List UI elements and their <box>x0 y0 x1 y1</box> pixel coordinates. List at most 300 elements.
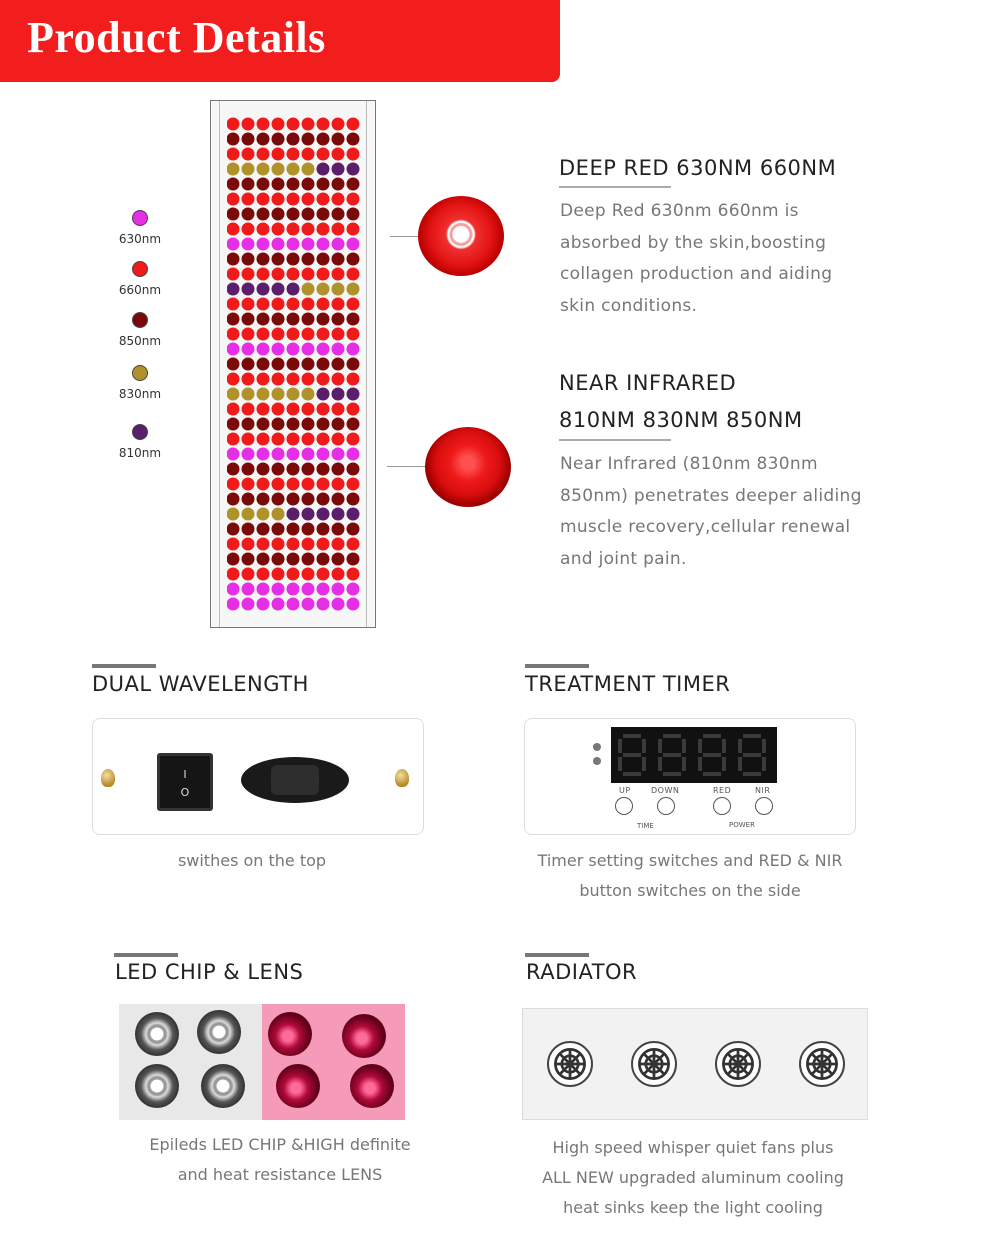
led-dot <box>317 133 330 146</box>
led-dot <box>242 163 255 176</box>
led-dot <box>227 208 240 221</box>
led-dot <box>257 433 270 446</box>
led-dot <box>227 373 240 386</box>
led-dot <box>257 268 270 281</box>
led-dot <box>242 478 255 491</box>
led-dot <box>242 463 255 476</box>
led-dot <box>242 418 255 431</box>
led-dot <box>242 118 255 131</box>
led-dot <box>257 418 270 431</box>
led-dot <box>227 133 240 146</box>
led-dot <box>272 553 285 566</box>
led-dot <box>302 208 315 221</box>
led-dot <box>272 598 285 611</box>
led-dot <box>257 583 270 596</box>
led-dot <box>332 403 345 416</box>
led-dot <box>272 193 285 206</box>
led-dot <box>317 163 330 176</box>
led-dot <box>317 403 330 416</box>
led-dot <box>317 523 330 536</box>
led-dot <box>287 133 300 146</box>
led-dot <box>242 283 255 296</box>
led-dot <box>347 463 360 476</box>
led-dot <box>302 328 315 341</box>
led-dot <box>272 568 285 581</box>
led-dot <box>302 163 315 176</box>
led-dot <box>302 463 315 476</box>
led-dot <box>332 553 345 566</box>
led-dot <box>242 268 255 281</box>
led-dot <box>347 358 360 371</box>
caption-line: Epileds LED CHIP &HIGH definite <box>149 1135 411 1154</box>
led-dot <box>287 403 300 416</box>
led-dot <box>317 478 330 491</box>
dual-wavelength-heading: DUAL WAVELENGTH <box>92 672 309 696</box>
led-chip-photo <box>119 1004 262 1120</box>
led-dot <box>347 388 360 401</box>
led-dot <box>302 388 315 401</box>
led-chip-heading: LED CHIP & LENS <box>115 960 304 984</box>
led-dot <box>272 298 285 311</box>
led-dot <box>347 253 360 266</box>
led-dot <box>332 358 345 371</box>
led-dot <box>242 178 255 191</box>
led-dot <box>242 313 255 326</box>
fan-icon <box>715 1041 761 1087</box>
legend-dot-810-icon <box>132 424 148 440</box>
led-dot <box>302 403 315 416</box>
led-dot <box>347 208 360 221</box>
led-dot <box>317 598 330 611</box>
led-dot <box>302 283 315 296</box>
led-dot <box>272 478 285 491</box>
switch-on-label: I <box>183 768 187 781</box>
treatment-timer-heading: TREATMENT TIMER <box>525 672 731 696</box>
led-dot <box>272 523 285 536</box>
led-dot <box>302 433 315 446</box>
led-dot <box>347 433 360 446</box>
led-dot <box>317 148 330 161</box>
power-socket-icon <box>241 757 349 803</box>
led-dot <box>272 418 285 431</box>
led-dot <box>302 343 315 356</box>
led-dot <box>347 553 360 566</box>
led-dot <box>347 478 360 491</box>
led-dot <box>272 538 285 551</box>
led-dot <box>332 193 345 206</box>
lens-icon <box>342 1014 386 1058</box>
btn-label-red: RED <box>713 786 732 795</box>
led-dot <box>287 388 300 401</box>
led-dot <box>257 538 270 551</box>
led-dot <box>347 133 360 146</box>
led-dot <box>347 568 360 581</box>
led-dot <box>332 433 345 446</box>
led-dot <box>257 148 270 161</box>
section-bar <box>525 664 589 668</box>
led-dot <box>347 523 360 536</box>
led-dot <box>287 448 300 461</box>
led-dot <box>302 133 315 146</box>
led-dot <box>227 163 240 176</box>
led-dot <box>287 208 300 221</box>
led-dot <box>257 283 270 296</box>
led-dot <box>317 538 330 551</box>
led-dot <box>332 223 345 236</box>
led-dot <box>257 208 270 221</box>
led-dot <box>272 268 285 281</box>
led-dot <box>227 508 240 521</box>
led-dot <box>317 178 330 191</box>
led-dot <box>242 343 255 356</box>
led-dot <box>242 373 255 386</box>
legend-item-660 <box>112 261 168 297</box>
led-dot <box>287 598 300 611</box>
led-dot <box>227 598 240 611</box>
led-dot <box>242 238 255 251</box>
led-dot <box>242 508 255 521</box>
led-dot <box>332 478 345 491</box>
led-dot <box>227 298 240 311</box>
led-dot <box>302 313 315 326</box>
led-dot <box>317 238 330 251</box>
led-dot <box>317 268 330 281</box>
led-dot <box>257 493 270 506</box>
led-dot <box>227 358 240 371</box>
led-dot <box>347 403 360 416</box>
led-dot <box>332 343 345 356</box>
down-button-icon <box>657 797 675 815</box>
led-dot <box>242 403 255 416</box>
led-dot <box>227 403 240 416</box>
legend-item-830 <box>112 365 168 401</box>
led-dot <box>347 283 360 296</box>
led-dot <box>272 433 285 446</box>
led-dot <box>242 493 255 506</box>
header-banner <box>0 0 560 82</box>
led-dot <box>257 478 270 491</box>
led-dot <box>302 238 315 251</box>
legend-dot-660-icon <box>132 261 148 277</box>
led-dot <box>317 313 330 326</box>
led-dot <box>257 193 270 206</box>
led-dot <box>287 178 300 191</box>
led-dot <box>287 253 300 266</box>
led-dot <box>227 583 240 596</box>
led-dot <box>317 253 330 266</box>
indicator-icon <box>593 757 601 765</box>
led-dot <box>227 253 240 266</box>
socket-pins <box>271 765 319 795</box>
led-dot <box>272 283 285 296</box>
led-dot <box>272 148 285 161</box>
near-infrared-bulb-image <box>425 427 511 507</box>
led-dot <box>272 373 285 386</box>
led-dot <box>227 283 240 296</box>
near-infrared-heading-line2: 810NM 830NM 850NM <box>559 408 803 432</box>
led-dot <box>257 598 270 611</box>
led-dot <box>272 163 285 176</box>
btn-label-down: DOWN <box>651 786 680 795</box>
led-dot <box>302 478 315 491</box>
led-dot <box>227 268 240 281</box>
led-dot <box>227 343 240 356</box>
led-dot <box>272 208 285 221</box>
radiator-caption <box>510 1133 876 1223</box>
screw-icon <box>101 769 115 787</box>
led-dot <box>227 538 240 551</box>
led-dot <box>287 478 300 491</box>
digit-icon <box>617 733 647 777</box>
led-dot <box>332 298 345 311</box>
led-dot <box>227 238 240 251</box>
led-dot <box>287 493 300 506</box>
led-dot <box>227 313 240 326</box>
led-dot <box>302 118 315 131</box>
led-dot <box>347 493 360 506</box>
led-dot <box>347 163 360 176</box>
led-dot <box>347 508 360 521</box>
led-dot <box>332 598 345 611</box>
legend-label: 630nm <box>118 232 162 246</box>
text-line: collagen production and aiding <box>560 264 833 284</box>
led-dot <box>257 463 270 476</box>
led-dot <box>332 328 345 341</box>
radiator-image <box>522 1008 868 1120</box>
led-dot <box>332 568 345 581</box>
led-dot <box>287 283 300 296</box>
led-dot <box>332 388 345 401</box>
led-dot <box>347 598 360 611</box>
led-dot <box>242 553 255 566</box>
led-dot <box>287 358 300 371</box>
led-dot <box>287 223 300 236</box>
fan-icon <box>799 1041 845 1087</box>
fan-icon <box>547 1041 593 1087</box>
caption-line: and heat resistance LENS <box>177 1165 383 1184</box>
led-dot <box>257 118 270 131</box>
led-dot <box>302 358 315 371</box>
text-line: muscle recovery,cellular renewal <box>560 517 851 537</box>
led-dot <box>257 178 270 191</box>
legend-item-850 <box>112 312 168 348</box>
led-dot <box>332 283 345 296</box>
led-dot <box>332 373 345 386</box>
legend-dot-630-icon <box>132 210 148 226</box>
led-dot <box>287 328 300 341</box>
led-dot <box>272 178 285 191</box>
led-dot <box>287 568 300 581</box>
led-dot <box>287 433 300 446</box>
led-dot <box>227 418 240 431</box>
led-dot <box>272 388 285 401</box>
btn-label-up: UP <box>619 786 631 795</box>
led-dot <box>347 343 360 356</box>
led-dot <box>317 388 330 401</box>
led-dot <box>242 253 255 266</box>
led-dot <box>332 133 345 146</box>
led-dot <box>272 223 285 236</box>
led-dot <box>317 508 330 521</box>
led-dot <box>287 463 300 476</box>
power-switch <box>157 753 213 811</box>
led-dot <box>347 268 360 281</box>
radiator-heading: RADIATOR <box>526 960 638 984</box>
led-dot <box>317 223 330 236</box>
led-dot <box>317 298 330 311</box>
led-dot <box>287 418 300 431</box>
digit-icon <box>657 733 687 777</box>
led-dot <box>317 553 330 566</box>
led-dot <box>332 493 345 506</box>
led-grid <box>227 117 361 615</box>
led-dot <box>302 553 315 566</box>
led-chip-caption <box>110 1130 450 1190</box>
led-dot <box>242 148 255 161</box>
legend-label: 830nm <box>118 387 162 401</box>
text-line: absorbed by the skin,boosting <box>560 232 827 253</box>
led-dot <box>317 448 330 461</box>
up-button-icon <box>615 797 633 815</box>
led-dot <box>347 313 360 326</box>
screw-icon <box>395 769 409 787</box>
led-dot <box>257 328 270 341</box>
timer-display <box>611 727 777 783</box>
connector-line <box>390 236 420 237</box>
led-dot <box>302 298 315 311</box>
led-dot <box>272 583 285 596</box>
legend-label: 850nm <box>118 334 162 348</box>
led-dot <box>317 433 330 446</box>
led-dot <box>287 523 300 536</box>
led-dot <box>317 193 330 206</box>
text-line: Deep Red 630nm 660nm is <box>560 201 799 221</box>
led-dot <box>317 418 330 431</box>
led-dot <box>257 373 270 386</box>
led-dot <box>332 313 345 326</box>
led-dot <box>332 448 345 461</box>
led-panel-image <box>210 100 376 628</box>
led-dot <box>257 253 270 266</box>
led-dot <box>287 313 300 326</box>
led-dot <box>332 268 345 281</box>
divider <box>559 186 671 188</box>
led-dot <box>242 433 255 446</box>
led-dot <box>302 493 315 506</box>
led-dot <box>272 118 285 131</box>
led-dot <box>302 508 315 521</box>
led-dot <box>257 553 270 566</box>
section-bar <box>525 953 589 957</box>
led-dot <box>227 493 240 506</box>
deep-red-bulb-image <box>418 196 504 276</box>
led-dot <box>302 178 315 191</box>
led-dot <box>302 598 315 611</box>
led-dot <box>227 433 240 446</box>
led-dot <box>257 508 270 521</box>
caption-line: Timer setting switches and RED & NIR <box>537 851 843 870</box>
led-dot <box>347 193 360 206</box>
led-dot <box>347 238 360 251</box>
led-dot <box>287 538 300 551</box>
led-dot <box>302 448 315 461</box>
led-dot <box>257 403 270 416</box>
led-chip-icon <box>201 1064 245 1108</box>
led-dot <box>347 223 360 236</box>
led-dot <box>332 463 345 476</box>
led-dot <box>227 193 240 206</box>
led-dot <box>302 373 315 386</box>
led-dot <box>257 343 270 356</box>
led-dot <box>317 343 330 356</box>
led-dot <box>287 148 300 161</box>
divider <box>559 439 671 441</box>
power-group-label: POWER <box>729 821 755 829</box>
banner-title: Product Details <box>27 13 326 62</box>
text-line: Near Infrared (810nm 830nm <box>560 454 818 474</box>
led-dot <box>287 508 300 521</box>
led-dot <box>227 448 240 461</box>
led-chip-icon <box>135 1064 179 1108</box>
led-dot <box>227 463 240 476</box>
led-chip-icon <box>135 1012 179 1056</box>
led-dot <box>317 373 330 386</box>
led-dot <box>227 478 240 491</box>
led-dot <box>302 253 315 266</box>
led-chip-icon <box>197 1010 241 1054</box>
led-dot <box>347 448 360 461</box>
led-dot <box>347 178 360 191</box>
led-dot <box>317 568 330 581</box>
led-dot <box>302 268 315 281</box>
led-dot <box>287 373 300 386</box>
led-dot <box>242 523 255 536</box>
led-dot <box>347 418 360 431</box>
led-dot <box>332 208 345 221</box>
led-dot <box>257 238 270 251</box>
led-dot <box>257 388 270 401</box>
led-dot <box>317 358 330 371</box>
fan-icon <box>631 1041 677 1087</box>
led-dot <box>272 358 285 371</box>
led-dot <box>257 358 270 371</box>
led-dot <box>317 118 330 131</box>
led-dot <box>272 313 285 326</box>
indicator-icon <box>593 743 601 751</box>
led-dot <box>332 253 345 266</box>
led-dot <box>272 253 285 266</box>
led-dot <box>272 463 285 476</box>
led-dot <box>332 508 345 521</box>
led-dot <box>257 298 270 311</box>
led-dot <box>332 418 345 431</box>
led-dot <box>227 523 240 536</box>
led-dot <box>347 328 360 341</box>
led-dot <box>272 238 285 251</box>
led-dot <box>287 238 300 251</box>
led-dot <box>272 133 285 146</box>
led-dot <box>227 148 240 161</box>
led-dot <box>242 328 255 341</box>
led-dot <box>332 523 345 536</box>
near-infrared-description <box>560 449 862 575</box>
led-dot <box>257 448 270 461</box>
led-dot <box>302 418 315 431</box>
led-dot <box>287 268 300 281</box>
connector-line <box>387 466 427 467</box>
led-dot <box>242 358 255 371</box>
led-dot <box>302 538 315 551</box>
